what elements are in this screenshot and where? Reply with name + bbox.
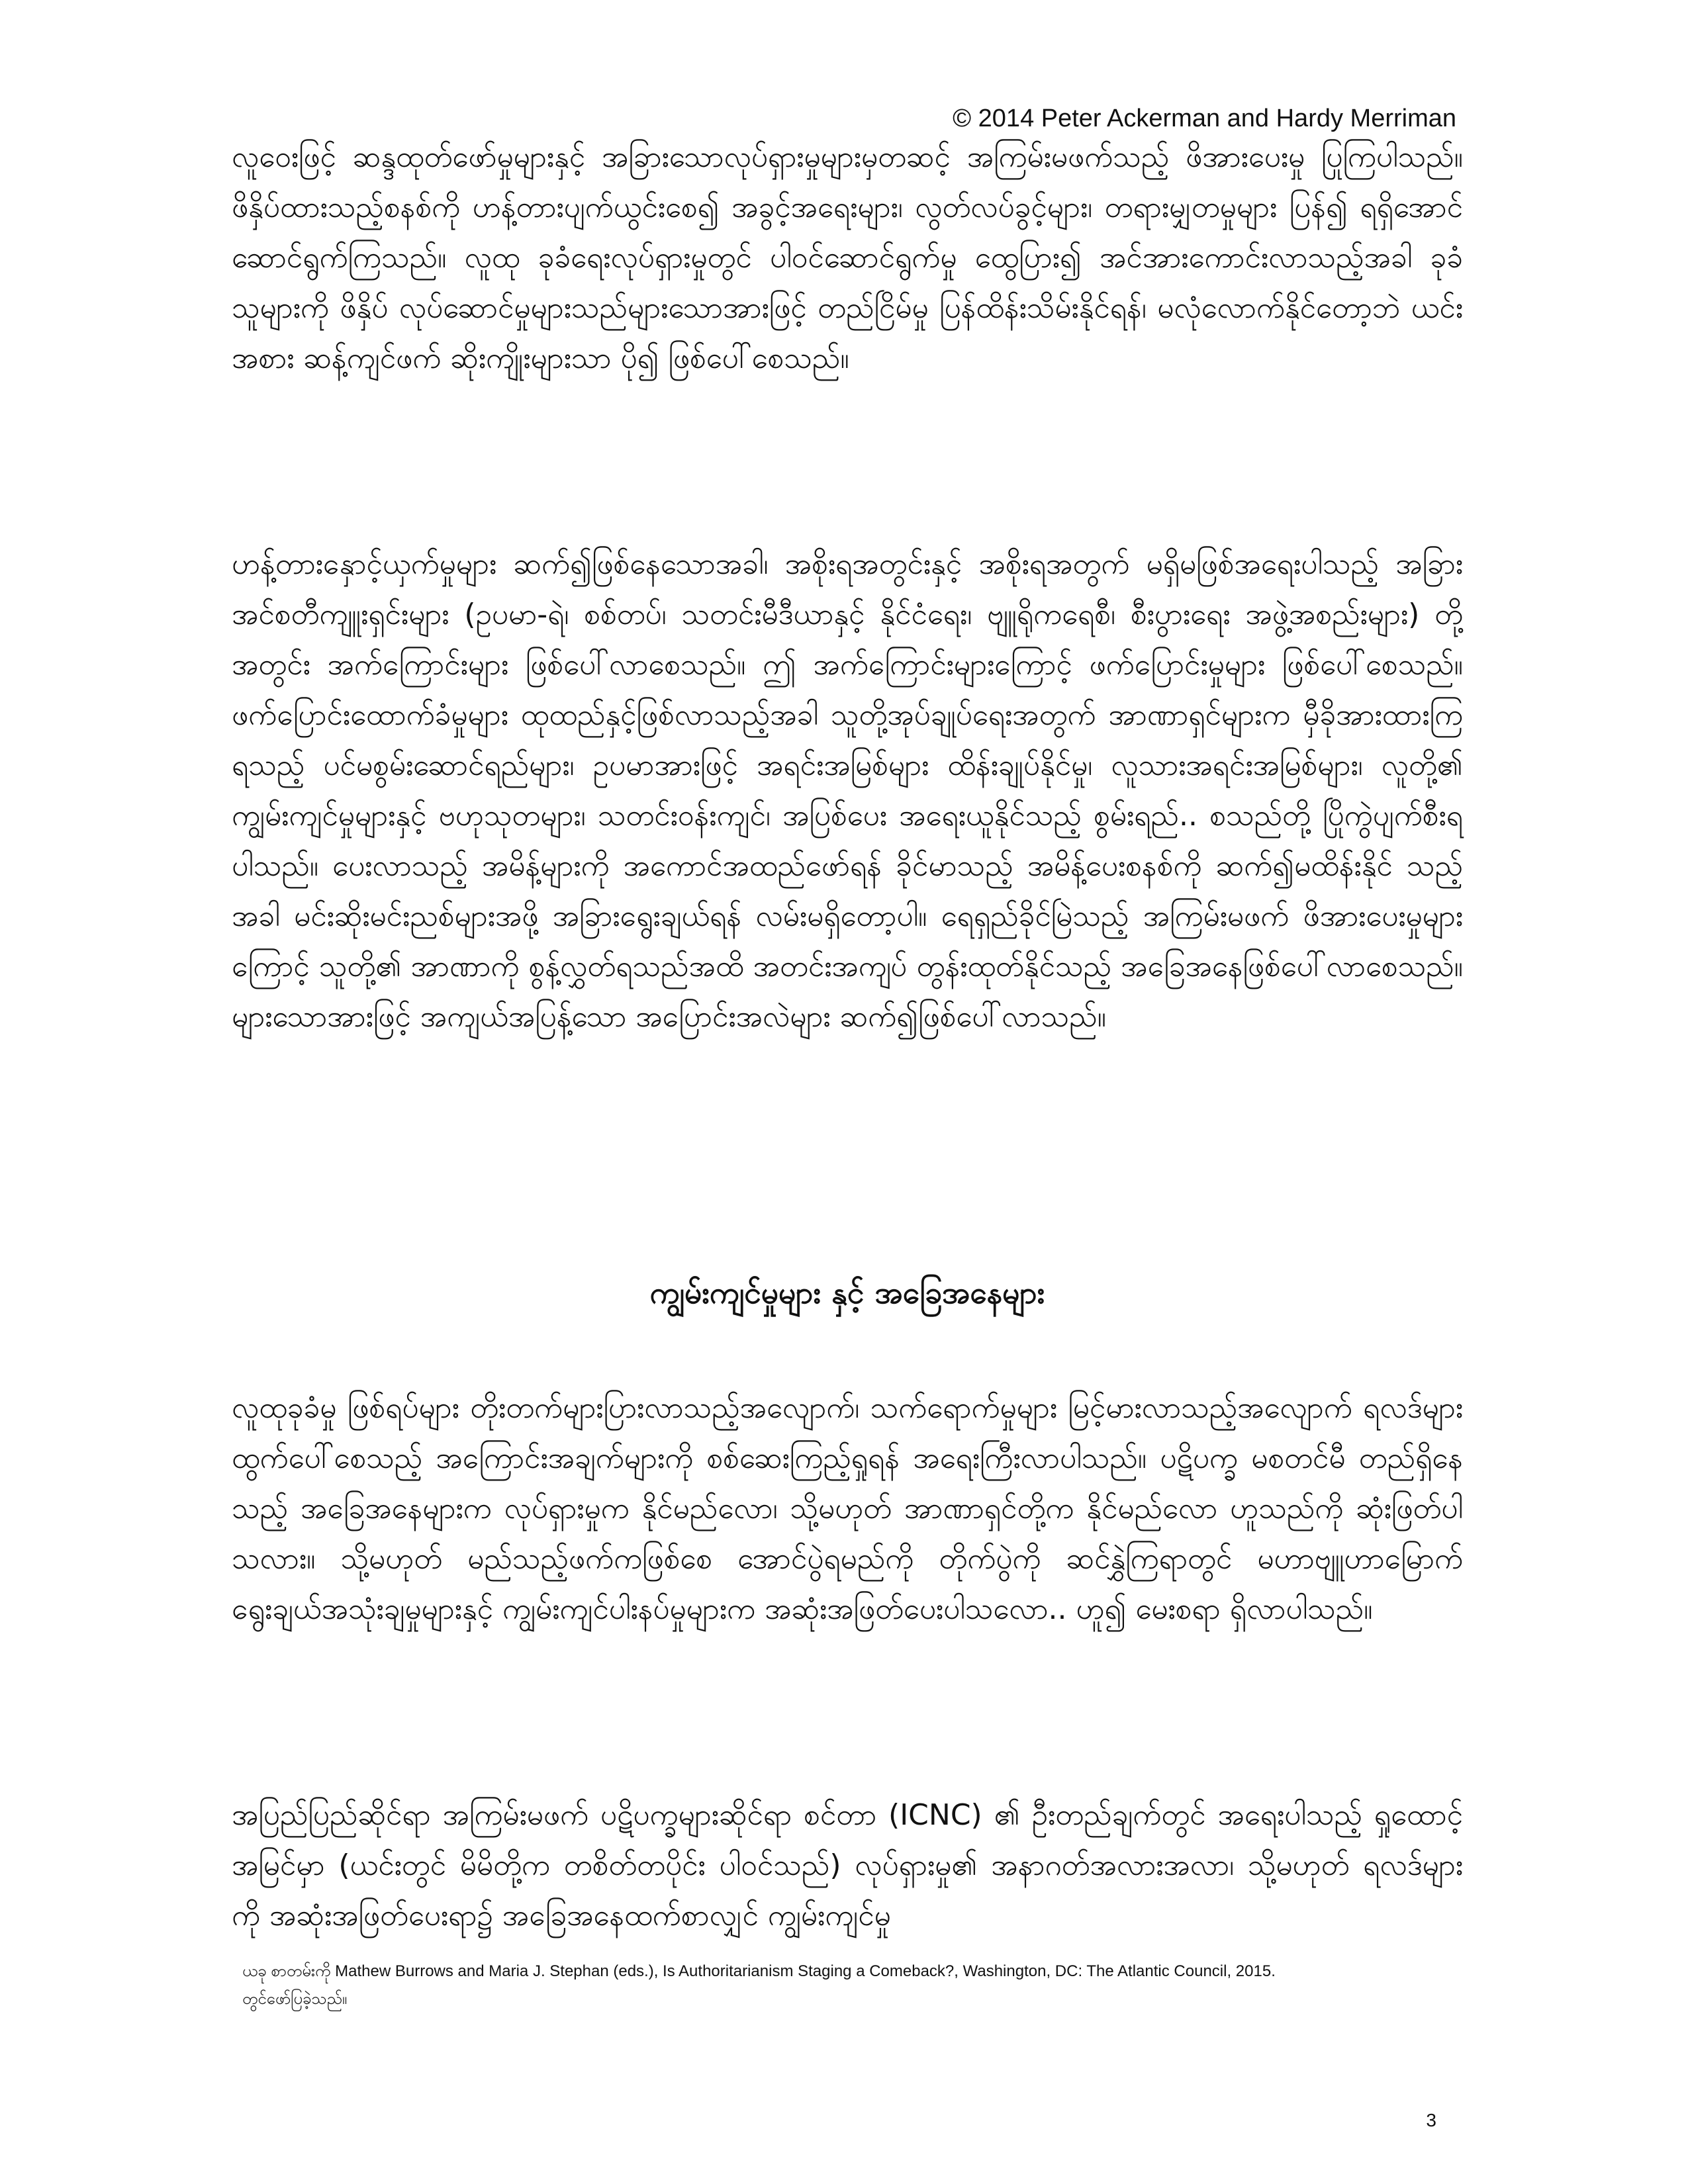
footnote <box>242 1958 1474 2013</box>
body-paragraph-3: လူထုခုခံမှု ဖြစ်ရပ်များ တိုးတက်များပြားလာသည့်အလျောက်၊ သက်ရောက်မှုများ မြင့်မားလာသည့်အလျောက် ရလဒ်များထွက်ပေါ်စေသည့် အကြောင်းအချက်များကို စစ်ဆေးကြည့်ရှုရန် အရေးကြီးလာပါသည်။ ပဋိပက္ခ မစတင်မီ တည်ရှိနေသည့် အခြေအနေများက လုပ်ရှားမှုက နိုင်မည်လော၊ သို့မဟုတ် အာဏာရှင်တို့က နိုင်မည်လော ဟူသည်ကို ဆုံးဖြတ်ပါသလား။ သို့မဟုတ် မည်သည့်ဖက်ကဖြစ်စေ အောင်ပွဲရမည်ကို တိုက်ပွဲကို ဆင်နွှဲကြရာတွင် မဟာဗျူဟာမြောက် ရွေးချယ်အသုံးချမှုများနှင့် ကျွမ်းကျင်ပါးနပ်မှုများက အဆုံးအဖြတ်ပေးပါသလော.. ဟူ၍ မေးစရာ ရှိလာပါသည်။ <box>232 1391 1464 1626</box>
footnote-line-1: ယခု စာတမ်းကို Mathew Burrows and Maria J. Stephan (eds.), Is Authoritarianism Staging a Comeback?, Washington, DC: The Atlantic Council, 2015. <box>242 1962 1276 1980</box>
page-number: 3 <box>1426 2110 1436 2130</box>
body-paragraph-1: လူဝေးဖြင့် ဆန္ဒထုတ်ဖော်မှုများနှင့် အခြားသောလုပ်ရှားမှုများမှတဆင့် အကြမ်းမဖက်သည့် ဖိအားပေးမှု ပြုကြပါသည်။ ဖိနှိပ်ထားသည့်စနစ်ကို ဟန့်တားပျက်ယွင်းစေ၍ အခွင့်အရေးများ၊ လွတ်လပ်ခွင့်များ၊ တရားမျှတမှုများ ပြန်၍ ရရှိအောင် ဆောင်ရွက်ကြသည်။ လူထု ခုခံရေးလုပ်ရှားမှုတွင် ပါဝင်ဆောင်ရွက်မှု ထွေပြား၍ အင်အားကောင်းလာသည့်အခါ ခုခံသူများကို ဖိနှိပ် လုပ်ဆောင်မှုများသည်များသောအားဖြင့် တည်ငြိမ်မှု ပြန်ထိန်းသိမ်းနိုင်ရန်၊ မလုံလောက်နိုင်တော့ဘဲ ယင်းအစား ဆန့်ကျင်ဖက် ဆိုးကျိုးများသာ ပို၍ ဖြစ်ပေါ်စေသည်။ <box>232 140 1463 375</box>
footnote-line-2: တွင်ဖော်ပြခဲ့သည်။ <box>242 1990 348 2008</box>
copyright-notice: © 2014 Peter Ackerman and Hardy Merriman <box>953 105 1456 132</box>
body-paragraph-2: ဟန့်တားနှောင့်ယှက်မှုများ ဆက်၍ဖြစ်နေသောအခါ၊ အစိုးရအတွင်းနှင့် အစိုးရအတွက် မရှိမဖြစ်အရေးပါသည့် အခြား အင်စတီကျူးရှင်းများ (ဥပမာ-ရဲ၊ စစ်တပ်၊ သတင်းမီဒီယာနှင့် နိုင်ငံရေး၊ ဗျူရိုကရေစီ၊ စီးပွားရေး အဖွဲ့အစည်းများ) တို့အတွင်း အက်ကြောင်းများ ဖြစ်ပေါ်လာစေသည်။ ဤ အက်ကြောင်းများကြောင့် ဖက်ပြောင်းမှုများ ဖြစ်ပေါ်စေသည်။ ဖက်ပြောင်းထောက်ခံမှုများ ထုထည်နှင့်ဖြစ်လာသည့်အခါ သူတို့အုပ်ချုပ်ရေးအတွက် အာဏာရှင်များက မှီခိုအားထားကြရသည့် ပင်မစွမ်းဆောင်ရည်များ၊ ဥပမာအားဖြင့် အရင်းအမြစ်များ ထိန်းချုပ်နိုင်မှု၊ လူသားအရင်းအမြစ်များ၊ လူတို့၏ ကျွမ်းကျင်မှုများနှင့် ဗဟုသုတများ၊ သတင်းဝန်းကျင်၊ အပြစ်ပေး အရေးယူနိုင်သည့် စွမ်းရည်.. စသည်တို့ ပြိုကွဲပျက်စီးရပါသည်။ ပေးလာသည့် အမိန့်များကို အကောင်အထည်ဖော်ရန် ခိုင်မာသည့် အမိန့်ပေးစနစ်ကို ဆက်၍မထိန်းနိုင် သည့်အခါ မင်းဆိုးမင်းညစ်များအဖို့ အခြားရွေးချယ်ရန် လမ်းမရှိတော့ပါ။ ရေရှည်ခိုင်မြဲသည့် အကြမ်းမဖက် ဖိအားပေးမှုများကြောင့် သူတို့၏ အာဏာကို စွန့်လွှတ်ရသည်အထိ အတင်းအကျပ် တွန်းထုတ်နိုင်သည့် အခြေအနေဖြစ်ပေါ်လာစေသည်။ များသောအားဖြင့် အကျယ်အပြန့်သော အပြောင်းအလဲများ ဆက်၍ဖြစ်ပေါ်လာသည်။ <box>232 547 1464 1034</box>
body-paragraph-4: အပြည်ပြည်ဆိုင်ရာ အကြမ်းမဖက် ပဋိပက္ခများဆိုင်ရာ စင်တာ (ICNC) ၏ ဦးတည်ချက်တွင် အရေးပါသည့် ရှုထောင့်အမြင်မှာ (ယင်းတွင် မိမိတို့က တစိတ်တပိုင်း ပါဝင်သည်) လုပ်ရှားမှု၏ အနာဂတ်အလားအလာ၊ သို့မဟုတ် ရလဒ်များ ကို အဆုံးအဖြတ်ပေးရာ၌ အခြေအနေထက်စာလျှင် ကျွမ်းကျင်မှု <box>232 1798 1463 1933</box>
section-heading: ကျွမ်းကျင်မှုများ နှင့် အခြေအနေများ <box>649 1275 1045 1310</box>
